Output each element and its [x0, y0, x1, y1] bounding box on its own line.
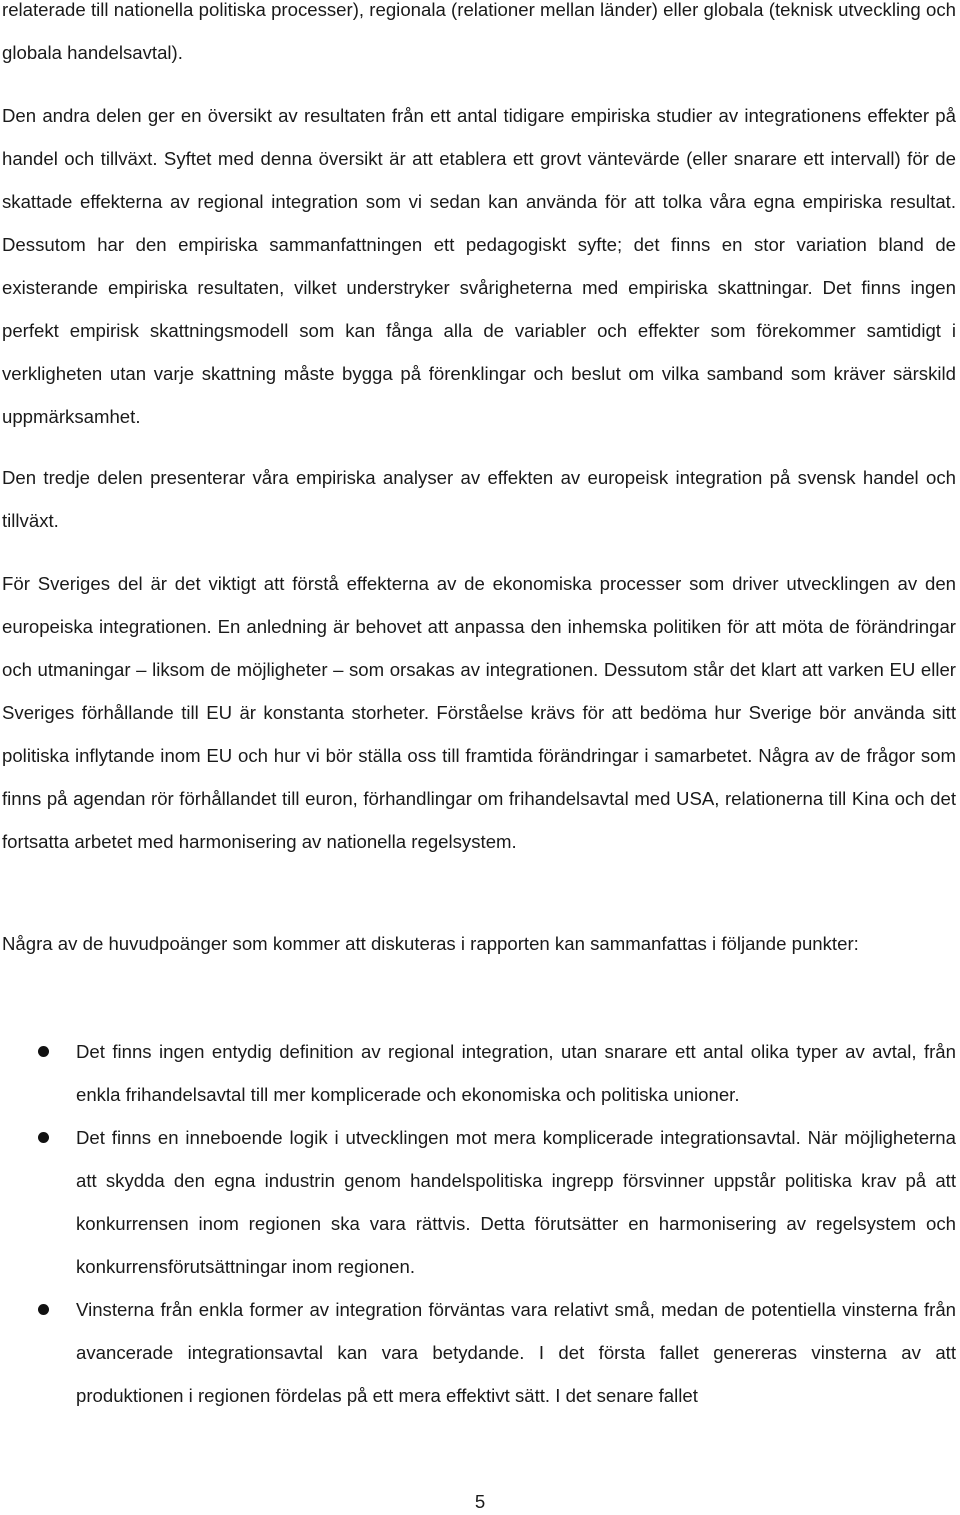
paragraph-intro-continuation: relaterade till nationella politiska processer), regionala (relationer mellan länder) eller globala (teknisk utveckling och globala handelsavtal).	[2, 0, 956, 63]
bullet-icon	[38, 1046, 49, 1057]
page-number: 5	[474, 1491, 486, 1512]
list-item	[0, 1116, 956, 1288]
list-item	[0, 1030, 956, 1116]
bullet-icon	[38, 1304, 49, 1315]
paragraph-sweden: För Sveriges del är det viktigt att förstå effekterna av de ekonomiska processer som driver utvecklingen av den europeiska integrationen. En anledning är behovet att anpassa den inhemska politiken för att möta de förändringar och utmaningar – liksom de möjligheter – som orsakas av integrationen. Dessutom står det klart att varken EU eller Sveriges förhållande till EU är konstanta storheter. Förståelse krävs för att bedöma hur Sverige bör använda sitt politiska inflytande inom EU och hur vi bör ställa oss till framtida förändringar i samarbetet. Några av de frågor som finns på agendan rör förhållandet till euron, förhandlingar om frihandelsavtal med USA, relationerna till Kina och det fortsatta arbetet med harmonisering av nationella regelsystem.	[2, 573, 956, 852]
paragraph-second-part: Den andra delen ger en översikt av resultaten från ett antal tidigare empiriska studier av integrationens effekter på handel och tillväxt. Syftet med denna översikt är att etablera ett grovt väntevärde (eller snarare ett intervall) för de skattade effekterna av regional integration som vi sedan kan använda för att tolka våra egna empiriska resultat. Dessutom har den empiriska sammanfattningen ett pedagogiskt syfte; det finns en stor variation bland de existerande empiriska resultaten, vilket understryker svårigheterna med empiriska skattningar. Det finns ingen perfekt empirisk skattningsmodell som kan fånga alla de variabler och effekter som förekommer samtidigt i verkligheten utan varje skattning måste bygga på förenklingar och beslut om vilka samband som kräver särskild uppmärksamhet.	[2, 105, 956, 427]
list-item-text: Det finns en inneboende logik i utvecklingen mot mera komplicerade integrationsavtal. När möjligheterna att skydda den egna industrin genom handelspolitiska ingrepp försvinner uppstår politiska krav på att konkurrensen inom regionen ska vara rättvis. Detta förutsätter en harmonisering av regelsystem och konkurrensförutsättningar inom regionen.	[76, 1127, 956, 1277]
list-item-text: Vinsterna från enkla former av integration förväntas vara relativt små, medan de potentiella vinsterna från avancerade integrationsavtal kan vara betydande. I det första fallet genereras vinsterna av att produktionen i regionen fördelas på ett mera effektivt sätt. I det senare fallet	[76, 1299, 956, 1406]
list-item	[0, 1288, 956, 1417]
paragraph-third-part: Den tredje delen presenterar våra empiriska analyser av effekten av europeisk integration på svensk handel och tillväxt.	[2, 467, 956, 531]
list-item-text: Det finns ingen entydig definition av regional integration, utan snarare ett antal olika typer av avtal, från enkla frihandelsavtal till mer komplicerade och ekonomiska och politiska unioner.	[76, 1041, 956, 1105]
main-points-list	[0, 1030, 956, 1417]
bullet-icon	[38, 1132, 49, 1143]
paragraph-main-points-intro: Några av de huvudpoänger som kommer att diskuteras i rapporten kan sammanfattas i följande punkter:	[2, 933, 859, 954]
